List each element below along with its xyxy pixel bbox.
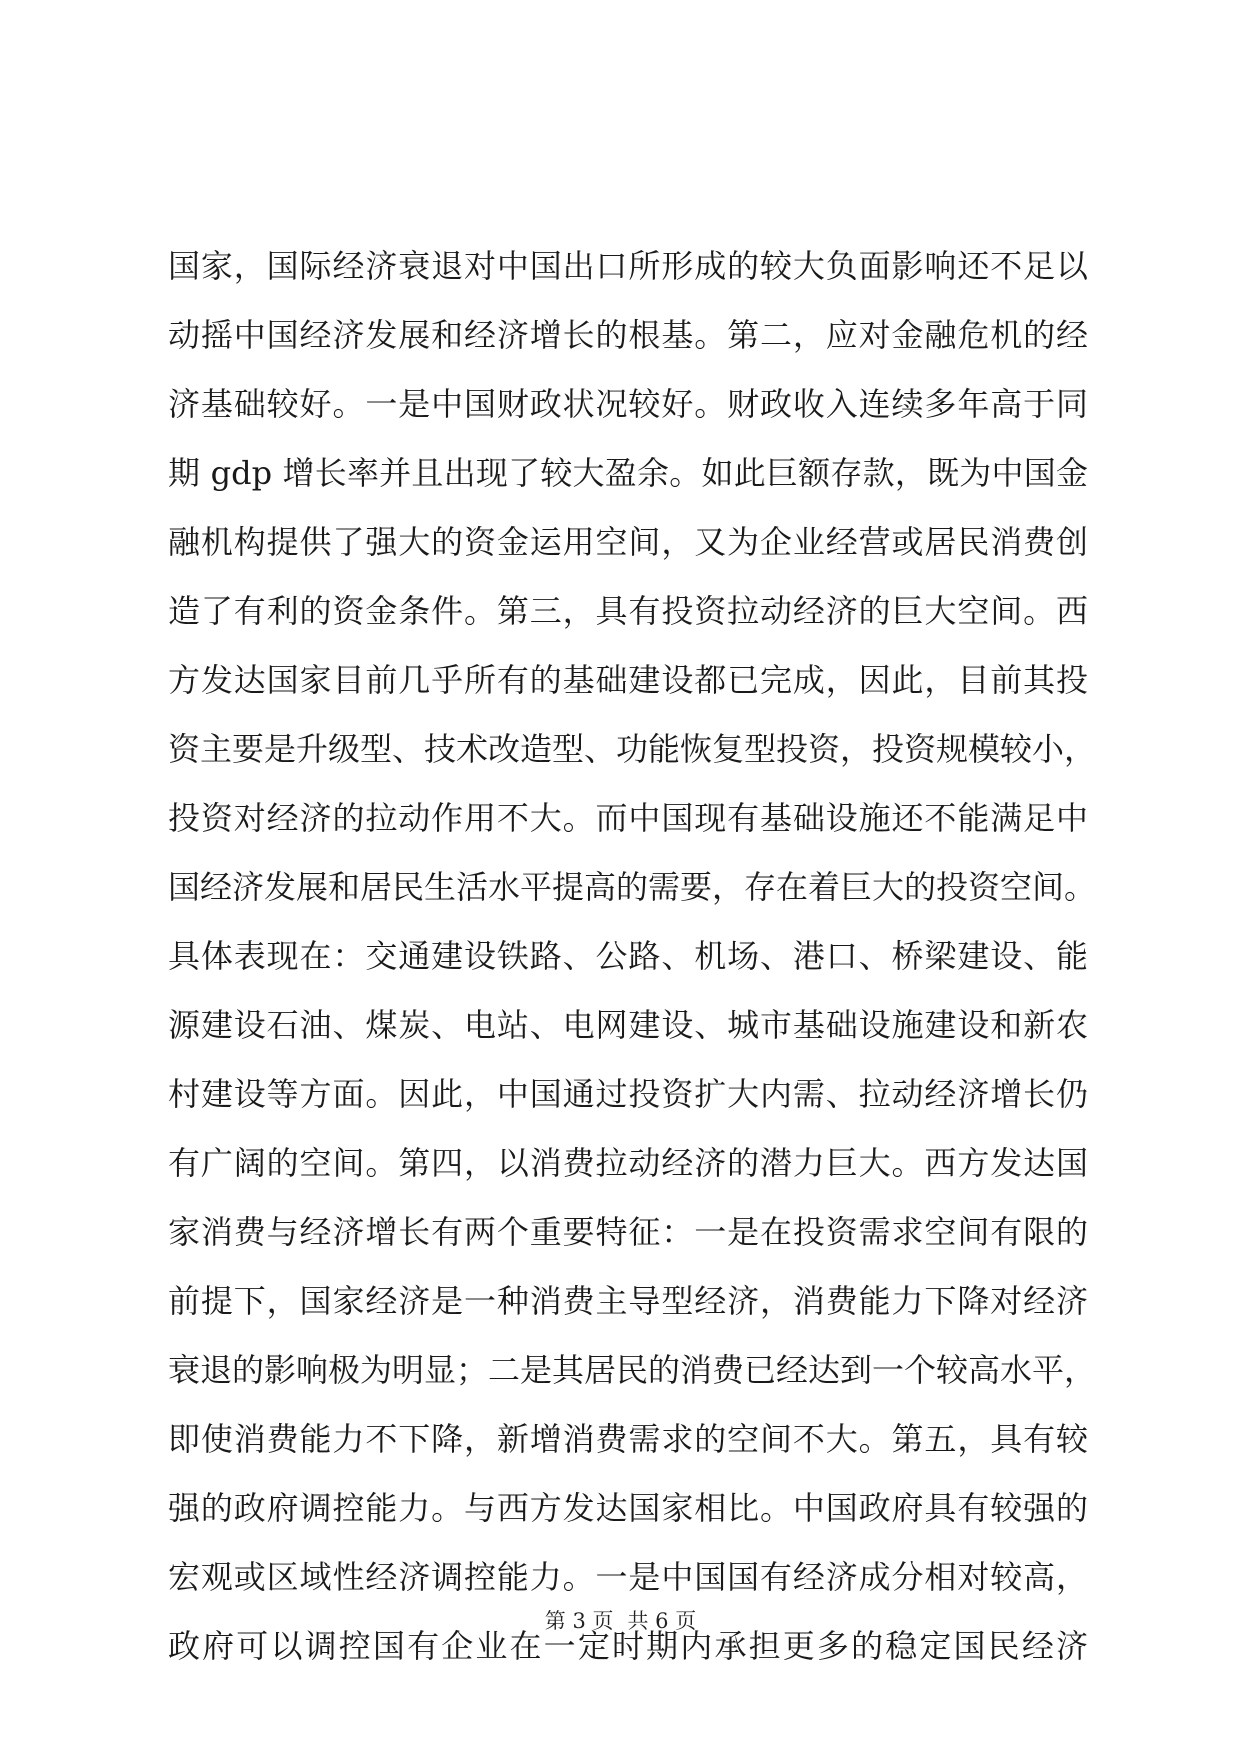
page-number: 第 3 页: [544, 1609, 614, 1633]
text-line: 期 gdp 增长率并且出现了较大盈余。如此巨额存款，既为中国金: [168, 454, 1088, 492]
text-line: 即使消费能力不下降，新增消费需求的空间不大。第五，具有较: [168, 1420, 1088, 1458]
text-line: 具体表现在：交通建设铁路、公路、机场、港口、桥梁建设、能: [168, 937, 1088, 975]
text-line: 村建设等方面。因此，中国通过投资扩大内需、拉动经济增长仍: [168, 1075, 1088, 1113]
text-line: 宏观或区域性经济调控能力。一是中国国有经济成分相对较高，: [168, 1558, 1088, 1596]
text-line: 衰退的影响极为明显；二是其居民的消费已经达到一个较高水平，: [168, 1351, 1097, 1389]
text-line: 方发达国家目前几乎所有的基础建设都已完成，因此，目前其投: [168, 661, 1088, 699]
text-line: 强的政府调控能力。与西方发达国家相比。中国政府具有较强的: [168, 1489, 1088, 1527]
text-line: 资主要是升级型、技术改造型、功能恢复型投资，投资规模较小，: [168, 730, 1097, 768]
text-line: 融机构提供了强大的资金运用空间，又为企业经营或居民消费创: [168, 523, 1088, 561]
text-line: 动摇中国经济发展和经济增长的根基。第二，应对金融危机的经: [168, 316, 1088, 354]
text-line: 济基础较好。一是中国财政状况较好。财政收入连续多年高于同: [168, 385, 1088, 423]
text-line: 国家，国际经济衰退对中国出口所形成的较大负面影响还不足以: [168, 247, 1088, 285]
page-footer: [0, 1606, 1241, 1636]
page-total: 共 6 页: [627, 1609, 697, 1633]
text-line: 源建设石油、煤炭、电站、电网建设、城市基础设施建设和新农: [168, 1006, 1088, 1044]
text-line: 政府可以调控国有企业在一定时期内承担更多的稳定国民经济: [168, 1627, 1088, 1665]
text-line: 前提下，国家经济是一种消费主导型经济，消费能力下降对经济: [168, 1282, 1088, 1320]
body-text: [168, 232, 1097, 1681]
text-line: 有广阔的空间。第四，以消费拉动经济的潜力巨大。西方发达国: [168, 1144, 1088, 1182]
text-line: 投资对经济的拉动作用不大。而中国现有基础设施还不能满足中: [168, 799, 1088, 837]
text-line: 造了有利的资金条件。第三，具有投资拉动经济的巨大空间。西: [168, 592, 1088, 630]
text-line: 国经济发展和居民生活水平提高的需要，存在着巨大的投资空间。: [168, 868, 1097, 906]
text-line: 家消费与经济增长有两个重要特征：一是在投资需求空间有限的: [168, 1213, 1088, 1251]
